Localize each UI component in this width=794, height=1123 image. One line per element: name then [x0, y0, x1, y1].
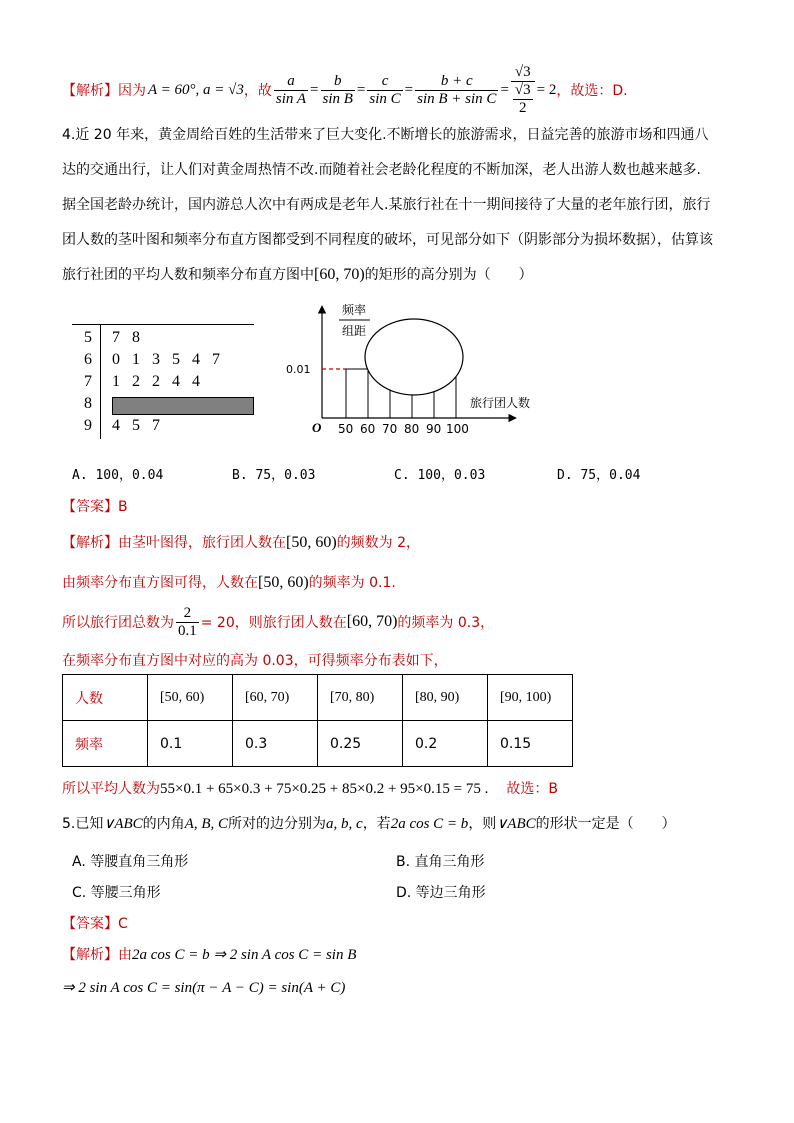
q4-analysis-line2 — [62, 572, 396, 592]
q4-a-l1-pre: 由茎叶图得，旅行团人数在 — [118, 535, 286, 551]
q3-analysis-line — [62, 60, 628, 120]
q4-c-post: 故选：B — [506, 781, 558, 797]
q4-a-l2-pre: 由频率分布直方图可得，人数在 — [62, 575, 258, 591]
answer-value: B — [118, 499, 128, 515]
table-cell: [70, 80) — [318, 675, 403, 721]
stem-value: 9 — [84, 417, 92, 434]
x-tick-90: 90 — [426, 422, 442, 436]
analysis-tag: 【解析】 — [62, 535, 118, 551]
option-c[interactable]: C. 100，0.03 — [394, 468, 486, 483]
q3-frac-c: $\frac{c}{\text{sin C}}$ — [369, 72, 401, 107]
answer-tag: 【答案】 — [62, 916, 118, 932]
leaf-values: 7 8 — [112, 329, 140, 346]
y-tick-label: 0.01 — [286, 363, 311, 376]
q5-mid4: ，则 — [468, 816, 497, 832]
q4-line5-post: 的矩形的高分别为（ ） — [364, 267, 533, 283]
x-axis-label: 旅行团人数 — [470, 396, 531, 410]
table-cell: [90, 100) — [488, 675, 573, 721]
origin-label: O — [312, 420, 322, 435]
q5-derivation-2: ⇒ 2 sin A cos C = sin(π − A − C) = sin(A + C) — [62, 980, 346, 996]
table-cell: 0.3 — [233, 721, 318, 767]
q4-a-l2-post: 的频率为 0.1. — [308, 575, 396, 591]
leaf-values: 1 2 2 4 4 — [112, 373, 200, 390]
table-cell: 0.1 — [148, 721, 233, 767]
q4-conclusion — [62, 778, 558, 798]
q3-tail: ，故选：D. — [556, 83, 628, 99]
q4-line5 — [62, 264, 533, 284]
leaf-values: 0 1 3 5 4 7 — [112, 351, 220, 368]
x-tick-100: 100 — [446, 422, 469, 436]
eq-sign: = — [310, 81, 319, 98]
q5-derivation-1: 2a cos C = b ⇒ 2 sin A cos C = sin B — [132, 947, 357, 963]
x-tick-50: 50 — [338, 422, 354, 436]
y-label-bottom: 组距 — [342, 324, 367, 338]
stem-value: 5 — [84, 329, 92, 346]
q5-stem — [62, 813, 676, 833]
q4-analysis-line3 — [62, 604, 494, 640]
stem-value: 8 — [84, 395, 92, 412]
stem-value: 6 — [84, 351, 92, 368]
row-label-count: 人数 — [63, 675, 148, 721]
table-row — [63, 721, 573, 767]
x-tick-80: 80 — [404, 422, 420, 436]
eq-sign: = — [404, 81, 414, 98]
q4-analysis-line4: 在频率分布直方图中对应的高为 0.03，可得频率分布表如下， — [62, 653, 448, 669]
table-cell: 0.25 — [318, 721, 403, 767]
y-label-top: 频率 — [342, 303, 367, 317]
stem-row — [72, 351, 254, 373]
q4-total-fraction: $\frac{2}{0.1}$ — [178, 604, 197, 639]
stem-row — [72, 395, 254, 417]
x-tick-70: 70 — [382, 422, 398, 436]
q3-frac-b: $\frac{b}{\text{sin B}}$ — [322, 72, 353, 107]
q3-text-so: ，故 — [243, 83, 272, 99]
q5-option-b[interactable]: B. 直角三角形 — [396, 854, 485, 870]
q5-answer — [62, 913, 128, 933]
histogram-bar-50-60 — [346, 369, 368, 418]
q4-line2: 达的交通出行，让人们对黄金周热情不改.而随着社会老龄化程度的不断加深，老人出游人数也越来越多. — [62, 162, 701, 178]
row-label-frequency: 频率 — [63, 721, 148, 767]
frequency-histogram — [284, 300, 544, 440]
q5-mid1: 的内角 — [142, 816, 185, 832]
eq-sign: = — [356, 81, 366, 98]
damaged-data-bar — [112, 397, 254, 415]
leaf-values: 4 5 7 — [112, 417, 160, 434]
q5-mid3: ，若 — [362, 816, 391, 832]
q3-condition: A = 60°, a = √3 — [148, 81, 244, 98]
q4-c-pre: 所以平均人数为 — [62, 781, 160, 797]
q3-frac-sqrt: $\frac{√3}{\frac{√3}{2}}$ — [511, 64, 535, 117]
q3-frac-a: $\frac{a}{\text{sin A}}$ — [275, 72, 307, 107]
q4-line4: 团人数的茎叶图和频率分布直方图都受到不同程度的破坏，可见部分如下（阴影部分为损坏数据），估算该 — [62, 232, 713, 248]
table-row — [63, 675, 573, 721]
q5-option-a[interactable]: A. 等腰直角三角形 — [72, 854, 189, 870]
interval-50-60: [50, 60) — [258, 574, 309, 591]
damaged-region-ellipse — [365, 319, 463, 395]
q5-condition: 2a cos C = b — [390, 816, 469, 832]
sides-abc: a, b, c — [326, 816, 363, 832]
option-b[interactable]: B. 75，0.03 — [232, 468, 316, 483]
table-cell: [80, 90) — [403, 675, 488, 721]
interval-60-70: [60, 70) — [346, 613, 398, 630]
q3-text-because: 因为 — [118, 83, 146, 99]
table-cell: [60, 70) — [233, 675, 318, 721]
q3-frac-bc: $\frac{b + c}{\text{sin B + sin C}}$ — [417, 72, 497, 107]
triangle-abc: ∨ABC — [103, 816, 143, 832]
q4-line3: 据全国老龄办统计，国内游总人次中有两成是老年人.某旅行社在十一期间接待了大量的老年旅行团，旅行 — [62, 197, 711, 213]
q4-a-l1-post: 的频数为 2， — [336, 535, 421, 551]
option-a[interactable]: A. 100，0.04 — [72, 468, 164, 483]
answer-value: C — [118, 916, 128, 932]
stem-row — [72, 329, 254, 351]
option-d[interactable]: D. 75，0.04 — [557, 468, 641, 483]
q4-line5-pre: 旅行社团的平均人数和频率分布直方图中 — [62, 267, 314, 283]
q4-a-l3-mid: = 20，则旅行团人数在 — [200, 615, 347, 631]
q4-a-l3-pre: 所以旅行团总数为 — [62, 615, 174, 631]
interval-60-70: [60, 70) — [314, 266, 365, 283]
angles-abc: A, B, C — [184, 816, 229, 832]
triangle-abc: ∨ABC — [496, 816, 536, 832]
stem-value: 7 — [84, 373, 92, 390]
table-cell: 0.2 — [403, 721, 488, 767]
q4-answer — [62, 496, 128, 516]
q5-mid2: 所对的边分别为 — [228, 816, 327, 832]
q4-analysis-line1 — [62, 532, 420, 552]
q5-pre: 5.已知 — [62, 816, 104, 832]
q4-line1: 4.近 20 年来，黄金周给百姓的生活带来了巨大变化.不断增长的旅游需求，日益完善的旅游市场和四通八 — [62, 127, 709, 143]
q5-post: 的形状一定是（ ） — [535, 816, 676, 832]
q5-option-c[interactable]: C. 等腰三角形 — [72, 885, 161, 901]
q4-a-l3-post: 的频率为 0.3， — [397, 615, 495, 631]
q5-analysis-line2 — [62, 978, 345, 997]
table-cell: [50, 60) — [148, 675, 233, 721]
analysis-tag: 【解析】 — [62, 947, 118, 963]
q5-option-d[interactable]: D. 等边三角形 — [396, 885, 486, 901]
average-expression: 55×0.1 + 65×0.3 + 75×0.25 + 85×0.2 + 95×0.15 = 75 . — [160, 781, 489, 797]
eq-sign: = — [500, 81, 509, 98]
answer-tag: 【答案】 — [62, 499, 118, 515]
stem-leaf-plot — [72, 324, 254, 439]
q5-a-l1-pre: 由 — [118, 947, 132, 963]
frequency-table — [62, 674, 573, 767]
stem-row — [72, 417, 254, 439]
stem-row — [72, 373, 254, 395]
q5-analysis-line1 — [62, 944, 356, 964]
analysis-tag: 【解析】 — [62, 83, 118, 99]
table-cell: 0.15 — [488, 721, 573, 767]
x-tick-60: 60 — [360, 422, 376, 436]
q3-result: = 2 — [536, 81, 557, 98]
interval-50-60: [50, 60) — [286, 534, 337, 551]
